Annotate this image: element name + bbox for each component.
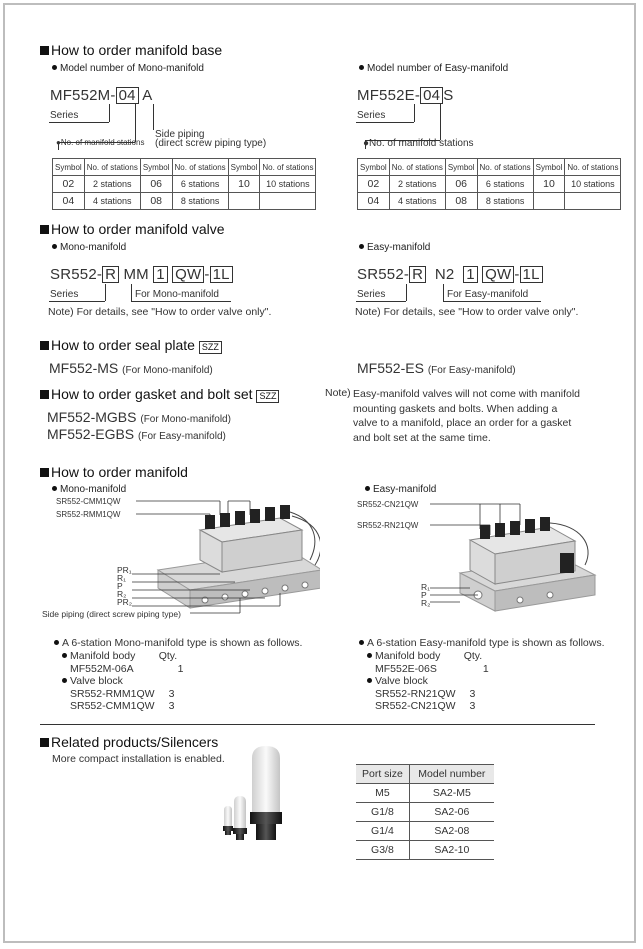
table-cell bbox=[565, 193, 621, 210]
mono-base-stations-label: ●No. of manifold stations bbox=[56, 138, 145, 147]
easy-stations-table bbox=[357, 158, 621, 210]
easy-callout-1: SR552-CN21QW bbox=[357, 500, 419, 509]
table-header-cell: No. of stations bbox=[389, 159, 445, 176]
table-cell: SA2-08 bbox=[409, 822, 494, 841]
table-cell bbox=[260, 193, 316, 210]
table-header-cell: Symbol bbox=[358, 159, 390, 176]
silencer-desc: More compact installation is enabled. bbox=[52, 753, 225, 765]
mono-base-side-piping: Side piping (direct screw piping type) bbox=[155, 129, 267, 149]
table-header-cell: No. of stations bbox=[477, 159, 533, 176]
mono-base-code: MF552M- 04 A bbox=[50, 87, 153, 104]
section-heading-seal-plate: How to order seal plate SZZ bbox=[40, 337, 222, 354]
mono-port-labels: PR₁ R₁ P R₂ PR₂ bbox=[117, 565, 133, 607]
table-row bbox=[356, 803, 494, 822]
szz-badge-2: SZZ bbox=[256, 390, 279, 403]
table-header-cell: No. of stations bbox=[172, 159, 228, 176]
easy-valve-code: SR552- R N2 1 QW - 1L bbox=[357, 266, 543, 283]
table-header-cell: Symbol bbox=[53, 159, 85, 176]
table-row bbox=[53, 176, 316, 193]
mono-manifold-subtitle: Mono-manifold bbox=[52, 484, 126, 495]
table-cell: 06 bbox=[140, 176, 172, 193]
table-row bbox=[358, 176, 621, 193]
table-cell: G1/8 bbox=[356, 803, 409, 822]
table-cell: 4 stations bbox=[84, 193, 140, 210]
table-cell: 2 stations bbox=[84, 176, 140, 193]
mono-callout-2: SR552-RMM1QW bbox=[56, 510, 121, 519]
mono-callout-1: SR552-CMM1QW bbox=[56, 497, 121, 506]
easy-example-text: A 6-station Easy-manifold type is shown as follows. bbox=[359, 637, 605, 649]
gasket-note-label: Note) bbox=[325, 387, 351, 399]
table-cell: 10 bbox=[533, 176, 565, 193]
mono-valve-code: SR552- R MM 1 QW - 1L bbox=[50, 266, 233, 283]
mono-example-text: A 6-station Mono-manifold type is shown as follows. bbox=[54, 637, 302, 649]
table-cell: SA2-M5 bbox=[409, 784, 494, 803]
table-cell: 04 bbox=[358, 193, 390, 210]
easy-valve-note: Note) For details, see "How to order valve only". bbox=[355, 306, 579, 318]
easy-port-labels: R₁ P R₂ bbox=[421, 582, 431, 608]
table-header-cell: Model number bbox=[409, 765, 494, 784]
table-row bbox=[358, 193, 621, 210]
easy-parts-list: Manifold body Qty. MF552E-06S 1 Valve block SR552-RN21QW 3 SR552-CN21QW 3 bbox=[367, 650, 489, 713]
gasket-mono: MF552-MGBS (For Mono-manifold) bbox=[47, 409, 231, 425]
table-header-cell: Symbol bbox=[228, 159, 260, 176]
gasket-note: Easy-manifold valves will not come with manifold mounting gaskets and bolts. When adding a valve to a manifold, place an order for a gasket and bolt set at the same time. bbox=[353, 388, 581, 444]
table-cell: 10 bbox=[228, 176, 260, 193]
seal-plate-easy: MF552-ES (For Easy-manifold) bbox=[357, 360, 516, 376]
table-cell: 8 stations bbox=[477, 193, 533, 210]
silencer-illustration bbox=[220, 740, 330, 860]
table-header-cell: No. of stations bbox=[260, 159, 316, 176]
easy-manifold-subtitle: Easy-manifold bbox=[365, 484, 436, 495]
table-cell: 02 bbox=[358, 176, 390, 193]
section-divider bbox=[40, 724, 595, 725]
section-heading-manifold-valve: How to order manifold valve bbox=[40, 221, 225, 237]
easy-base-series-label: Series bbox=[357, 110, 386, 121]
table-header-cell: Symbol bbox=[533, 159, 565, 176]
table-cell: 10 stations bbox=[260, 176, 316, 193]
section-heading-manifold: How to order manifold bbox=[40, 464, 188, 480]
table-cell: 6 stations bbox=[477, 176, 533, 193]
section-heading-manifold-base: How to order manifold base bbox=[40, 42, 222, 58]
table-cell bbox=[228, 193, 260, 210]
table-cell: 10 stations bbox=[565, 176, 621, 193]
table-row bbox=[356, 784, 494, 803]
table-row bbox=[356, 822, 494, 841]
table-row bbox=[356, 841, 494, 860]
table-header-cell: No. of stations bbox=[84, 159, 140, 176]
mono-valve-note: Note) For details, see "How to order valve only". bbox=[48, 306, 272, 318]
table-cell: 6 stations bbox=[172, 176, 228, 193]
table-cell: G3/8 bbox=[356, 841, 409, 860]
easy-valve-subtitle: Easy-manifold bbox=[359, 242, 430, 253]
table-cell: SA2-10 bbox=[409, 841, 494, 860]
seal-plate-mono: MF552-MS (For Mono-manifold) bbox=[49, 360, 213, 376]
mono-base-series-label: Series bbox=[50, 110, 79, 121]
table-cell: 8 stations bbox=[172, 193, 228, 210]
mono-valve-series-label: Series bbox=[50, 289, 79, 300]
mono-valve-for-label: For Mono-manifold bbox=[135, 289, 219, 300]
table-cell bbox=[533, 193, 565, 210]
easy-base-code: MF552E- 04 S bbox=[357, 87, 454, 104]
table-header-cell: Symbol bbox=[140, 159, 172, 176]
section-heading-silencers: Related products/Silencers bbox=[40, 734, 218, 750]
easy-base-stations-label: ●No. of manifold stations bbox=[363, 138, 474, 149]
table-cell: 04 bbox=[53, 193, 85, 210]
mono-valve-subtitle: Mono-manifold bbox=[52, 242, 126, 253]
table-cell: 2 stations bbox=[389, 176, 445, 193]
mono-stations-table bbox=[52, 158, 316, 210]
table-cell: 08 bbox=[445, 193, 477, 210]
mono-base-subtitle: Model number of Mono-manifold bbox=[52, 63, 204, 74]
mono-manifold-illustration bbox=[40, 490, 320, 620]
table-header-cell: Symbol bbox=[445, 159, 477, 176]
table-cell: M5 bbox=[356, 784, 409, 803]
table-cell: 4 stations bbox=[389, 193, 445, 210]
mono-side-piping-label: Side piping (direct screw piping type) bbox=[42, 609, 181, 619]
table-cell: 06 bbox=[445, 176, 477, 193]
table-header-cell: Port size bbox=[356, 765, 409, 784]
easy-valve-series-label: Series bbox=[357, 289, 386, 300]
szz-badge: SZZ bbox=[199, 341, 222, 354]
table-cell: G1/4 bbox=[356, 822, 409, 841]
easy-callout-2: SR552-RN21QW bbox=[357, 521, 419, 530]
mono-parts-list: Manifold body Qty. MF552M-06A 1 Valve block SR552-RMM1QW 3 SR552-CMM1QW 3 bbox=[62, 650, 183, 713]
gasket-easy: MF552-EGBS (For Easy-manifold) bbox=[47, 426, 226, 442]
section-heading-gasket-bolt: How to order gasket and bolt set SZZ bbox=[40, 386, 279, 403]
easy-base-subtitle: Model number of Easy-manifold bbox=[359, 63, 508, 74]
easy-valve-for-label: For Easy-manifold bbox=[447, 289, 529, 300]
table-header-cell: No. of stations bbox=[565, 159, 621, 176]
silencer-table bbox=[356, 764, 494, 860]
table-cell: 02 bbox=[53, 176, 85, 193]
table-cell: SA2-06 bbox=[409, 803, 494, 822]
table-row bbox=[53, 193, 316, 210]
table-cell: 08 bbox=[140, 193, 172, 210]
